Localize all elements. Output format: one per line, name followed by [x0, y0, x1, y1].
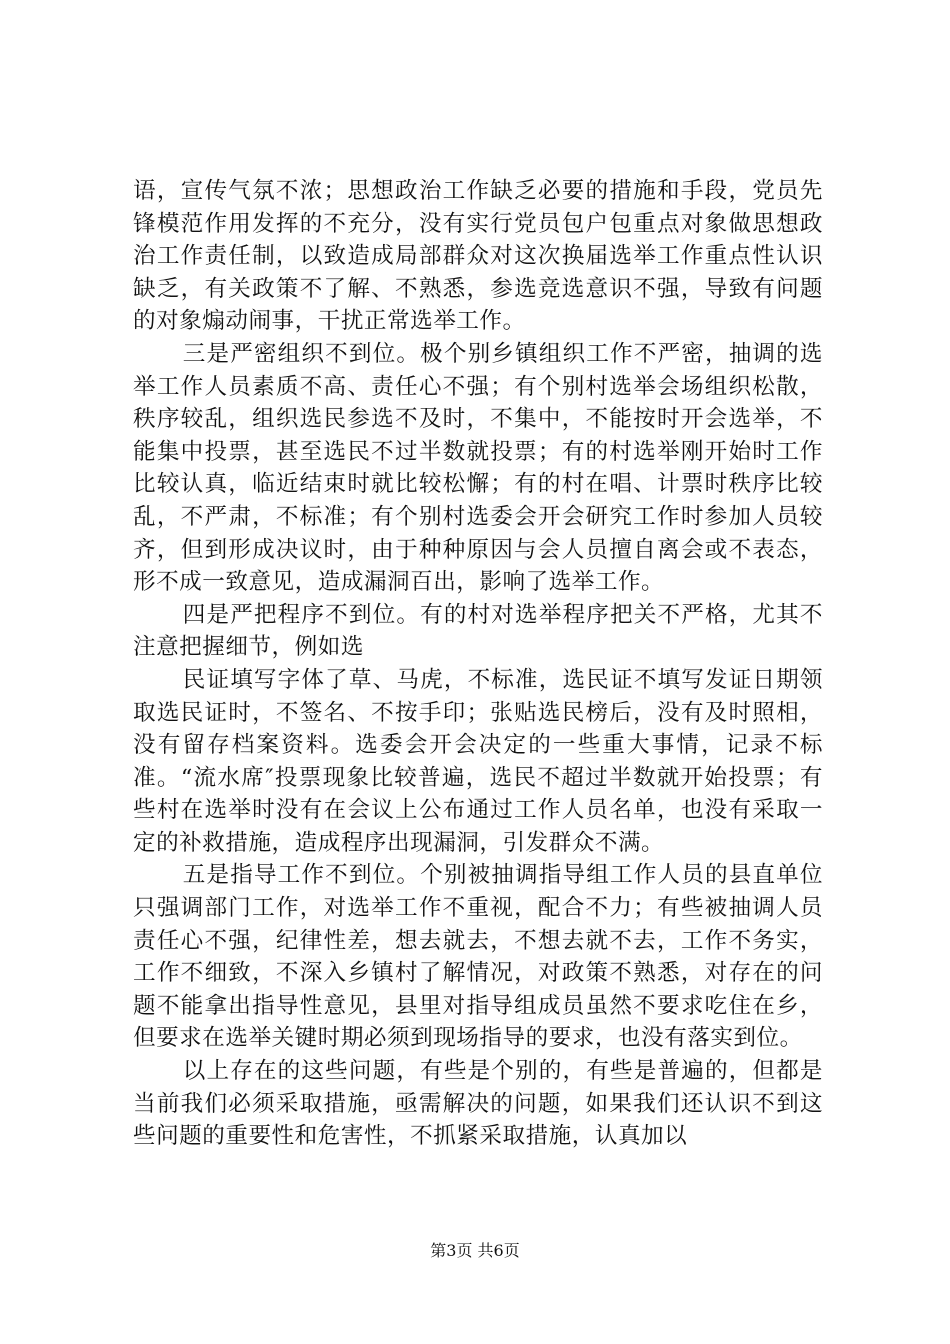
page-footer: 第3页 共6页 [430, 1241, 520, 1260]
paragraph-voter-card: 民证填写字体了草、马虎，不标准，选民证不填写发证日期领取选民证时，不签名、不按手印；张贴选民榜后，没有及时照相，没有留存档案资料。选委会开会决定的一些重大事情，记录不标准。“流水席″投票现象比较普遍，选民不超过半数就开始投票；有些村在选举时没有在会议上公布通过工作人员名单，也没有采取一定的补救措施，造成程序出现漏洞，引发群众不满。 [133, 666, 823, 856]
paragraph-procedure: 四是严把程序不到位。有的村对选举程序把关不严格，尤其不注意把握细节，例如选 [133, 601, 823, 661]
paragraph-organization: 三是严密组织不到位。极个别乡镇组织工作不严密，抽调的选举工作人员素质不高、责任心不强；有个别村选举会场组织松散，秩序较乱，组织选民参选不及时，不集中，不能按时开会选举，不能集中投票，甚至选民不过半数就投票；有的村选举刚开始时工作比较认真，临近结束时就比较松懈；有的村在唱、计票时秩序比较乱，不严肃，不标准；有个别村选委会开会研究工作时参加人员较齐，但到形成决议时，由于种种原因与会人员擅自离会或不表态，形不成一致意见，造成漏洞百出，影响了选举工作。 [133, 340, 823, 596]
paragraph-guidance: 五是指导工作不到位。个别被抽调指导组工作人员的县直单位只强调部门工作，对选举工作不重视，配合不力；有些被抽调人员责任心不强，纪律性差，想去就去，不想去就不去，工作不务实，工作不细致，不深入乡镇村了解情况，对政策不熟悉，对存在的问题不能拿出指导性意见，县里对指导组成员虽然不要求吃住在乡，但要求在选举关键时期必须到现场指导的要求，也没有落实到位。 [133, 862, 823, 1052]
paragraph-continuation: 语，宣传气氛不浓；思想政治工作缺乏必要的措施和手段，党员先锋模范作用发挥的不充分，没有实行党员包户包重点对象做思想政治工作责任制，以致造成局部群众对这次换届选举工作重点性认识缺乏，有关政策不了解、不熟悉，参选竞选意识不强，导致有问题的对象煽动闹事，干扰正常选举工作。 [133, 178, 823, 335]
body-text [133, 175, 823, 1153]
paragraph-summary: 以上存在的这些问题，有些是个别的，有些是普遍的，但都是当前我们必须采取措施，亟需解决的问题，如果我们还认识不到这些问题的重要性和危害性，不抓紧采取措施，认真加以 [133, 1058, 823, 1150]
